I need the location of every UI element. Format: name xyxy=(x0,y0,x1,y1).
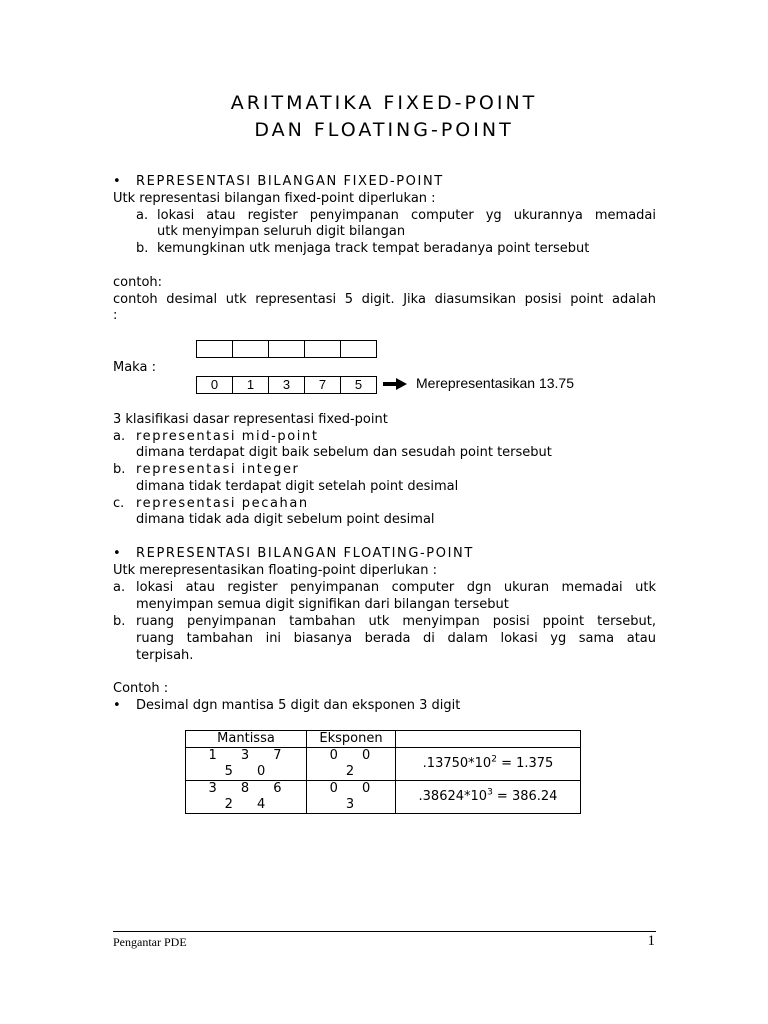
header-blank xyxy=(396,731,581,748)
expr-result: = 386.24 xyxy=(492,789,558,804)
item-label: a. xyxy=(136,208,149,223)
class-desc-pecahan: dimana tidak ada digit sebelum point desimal xyxy=(136,512,435,527)
class-desc-mid-point: dimana terdapat digit baik sebelum dan sesudah point tersebut xyxy=(136,445,552,460)
mantissa-cell: 1 3 7 5 0 xyxy=(186,748,307,781)
bullet-icon: • xyxy=(113,174,121,189)
floating-example-label: Contoh : xyxy=(113,681,169,696)
class-name-integer: representasi integer xyxy=(136,462,300,477)
floating-item-b-line-3: terpisah. xyxy=(136,648,194,663)
floating-heading: REPRESENTASI BILANGAN FLOATING-POINT xyxy=(136,546,474,561)
digit-cell: 1 xyxy=(233,377,269,393)
represents-text: Merepresentasikan 13.75 xyxy=(416,375,574,391)
exponent-cell: 0 0 3 xyxy=(307,781,396,814)
floating-item-a-line-2: menyimpan semua digit signifikan dari bilangan tersebut xyxy=(136,597,509,612)
class-desc-integer: dimana tidak terdapat digit setelah point desimal xyxy=(136,479,459,494)
title-line-2: DAN FLOATING-POINT xyxy=(254,119,514,141)
expr-exp: 3 xyxy=(487,787,493,798)
mantissa-cell: 3 8 6 2 4 xyxy=(186,781,307,814)
digit-cell: 5 xyxy=(341,377,377,393)
bullet-icon: • xyxy=(113,546,121,561)
mantissa-exponent-table xyxy=(185,730,581,814)
table-header-row xyxy=(186,731,581,748)
page-number: 1 xyxy=(647,933,655,949)
then-label: Maka : xyxy=(113,360,156,375)
digit-cell: 3 xyxy=(269,377,305,393)
digit-cell: 7 xyxy=(305,377,341,393)
header-exponent: Eksponen xyxy=(307,731,396,748)
expression-cell xyxy=(396,781,581,814)
example-line-1: contoh desimal utk representasi 5 digit. Jika diasumsikan posisi point adalah xyxy=(113,292,656,307)
floating-item-b-line-1: ruang penyimpanan tambahan utk menyimpan posisi ppoint tersebut, xyxy=(136,614,656,629)
example-label: contoh: xyxy=(113,275,163,290)
footer-title: Pengantar PDE xyxy=(113,935,187,949)
bullet-icon: • xyxy=(113,698,121,713)
fixed-item-a-line-1: lokasi atau register penyimpanan computer yg ukurannya memadai xyxy=(157,208,656,223)
table-row xyxy=(186,748,581,781)
class-label: b. xyxy=(113,462,126,477)
empty-cell xyxy=(233,341,269,357)
floating-example-bullet: Desimal dgn mantisa 5 digit dan eksponen 3 digit xyxy=(136,698,461,713)
item-label: a. xyxy=(113,580,126,595)
fixed-intro: Utk representasi bilangan fixed-point diperlukan : xyxy=(113,191,436,206)
class-intro: 3 klasifikasi dasar representasi fixed-point xyxy=(113,412,388,427)
floating-item-a-line-1: lokasi atau register penyimpanan computer dgn ukuran memadai utk xyxy=(136,580,656,595)
item-label: b. xyxy=(113,614,126,629)
fixed-item-b-line-1: kemungkinan utk menjaga track tempat beradanya point tersebut xyxy=(157,241,590,256)
empty-digit-boxes xyxy=(196,340,377,358)
class-label: c. xyxy=(113,496,125,511)
fixed-item-a-line-2: utk menyimpan seluruh digit bilangan xyxy=(157,224,406,239)
class-label: a. xyxy=(113,429,126,444)
class-name-pecahan: representasi pecahan xyxy=(136,496,309,511)
floating-intro: Utk merepresentasikan floating-point diperlukan : xyxy=(113,563,438,578)
fixed-heading: REPRESENTASI BILANGAN FIXED-POINT xyxy=(136,174,444,189)
table-row xyxy=(186,781,581,814)
empty-cell xyxy=(269,341,305,357)
digit-boxes xyxy=(196,376,377,394)
floating-item-b-line-2: ruang tambahan ini biasanya berada di dalam lokasi yg sama atau xyxy=(136,631,656,646)
expr-base: .38624*10 xyxy=(418,789,488,804)
title-line-1: ARITMATIKA FIXED-POINT xyxy=(230,92,538,114)
digit-cell: 0 xyxy=(197,377,233,393)
empty-cell xyxy=(305,341,341,357)
item-label: b. xyxy=(136,241,149,256)
expr-result: = 1.375 xyxy=(496,756,554,771)
empty-cell xyxy=(197,341,233,357)
expr-exp: 2 xyxy=(491,754,497,765)
footer-divider xyxy=(113,931,656,932)
empty-cell xyxy=(341,341,377,357)
class-name-mid-point: representasi mid-point xyxy=(136,429,319,444)
expression-cell xyxy=(396,748,581,781)
arrow-right-icon xyxy=(383,378,407,390)
header-mantissa: Mantissa xyxy=(186,731,307,748)
exponent-cell: 0 0 2 xyxy=(307,748,396,781)
example-line-2: : xyxy=(113,308,118,323)
expr-base: .13750*10 xyxy=(422,756,492,771)
